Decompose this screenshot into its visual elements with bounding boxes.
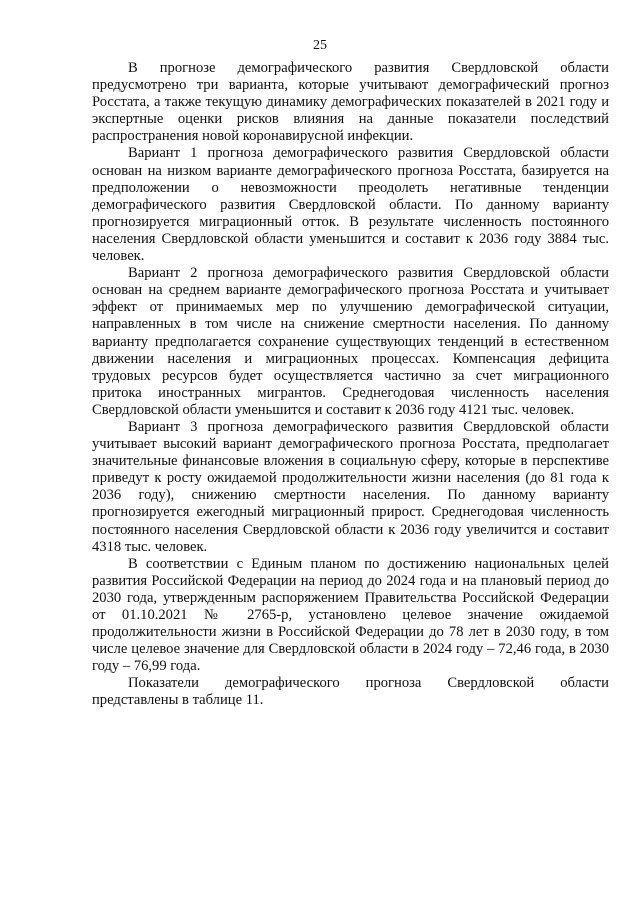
paragraph-variant-2: Вариант 2 прогноза демографического развития Свердловской области основан на среднем варианте демографического прогноза Росстата и учитывает эффект от принимаемых мер по улучшению демографической ситуации, направленных в том числе на снижение смертности населения. По данному варианту предполагается сохранение существующих тенденций в естественном движении населения и миграционных процессах. Компенсация дефицита трудовых ресурсов будет осуществляется частично за счет миграционного притока иностранных мигрантов. Среднегодовая численность населения Свердловской области уменьшится и составит к 2036 году 4121 тыс. человек.	[92, 265, 609, 418]
paragraph-variant-1: Вариант 1 прогноза демографического развития Свердловской области основан на низком варианте демографического прогноза Росстата, базируется на предположении о невозможности преодолеть негативные тенденции демографического развития Свердловской области. По данному варианту прогнозируется миграционный отток. В результате численность постоянного населения Свердловской области уменьшится и составит к 2036 году 3884 тыс. человек.	[92, 145, 609, 265]
paragraph-table-reference: Показатели демографического прогноза Свердловской области представлены в таблице 11.	[92, 675, 609, 709]
paragraph-variant-3: Вариант 3 прогноза демографического развития Свердловской области учитывает высокий вариант демографического прогноза Росстата, предполагает значительные финансовые вложения в социальную сферу, которые в перспективе приведут к росту ожидаемой продолжительности жизни населения (до 81 года к 2036 году), снижению смертности населения. По данному варианту прогнозируется ежегодный миграционный прирост. Среднегодовая численность постоянного населения Свердловской области к 2036 году увеличится и составит 4318 тыс. человек.	[92, 418, 609, 555]
paragraph-forecast-intro: В прогнозе демографического развития Свердловской области предусмотрено три варианта, которые учитывают демографический прогноз Росстата, а также текущую динамику демографических показателей в 2021 году и экспертные оценки рисков влияния на данные показатели последствий распространения новой коронавирусной инфекции.	[92, 60, 609, 145]
paragraph-national-goals: В соответствии с Единым планом по достижению национальных целей развития Российской Федерации на период до 2024 года и на плановый период до 2030 года, утвержденным распоряжением Правительства Российской Федерации от 01.10.2021 № 2765-р, установлено целевое значение ожидаемой продолжительности жизни в Российской Федерации до 78 лет в 2030 году, в том числе целевое значение для Свердловской области в 2024 году – 72,46 года, в 2030 году – 76,99 года.	[92, 555, 609, 675]
page-number: 25	[313, 38, 327, 53]
document-body	[92, 60, 609, 710]
